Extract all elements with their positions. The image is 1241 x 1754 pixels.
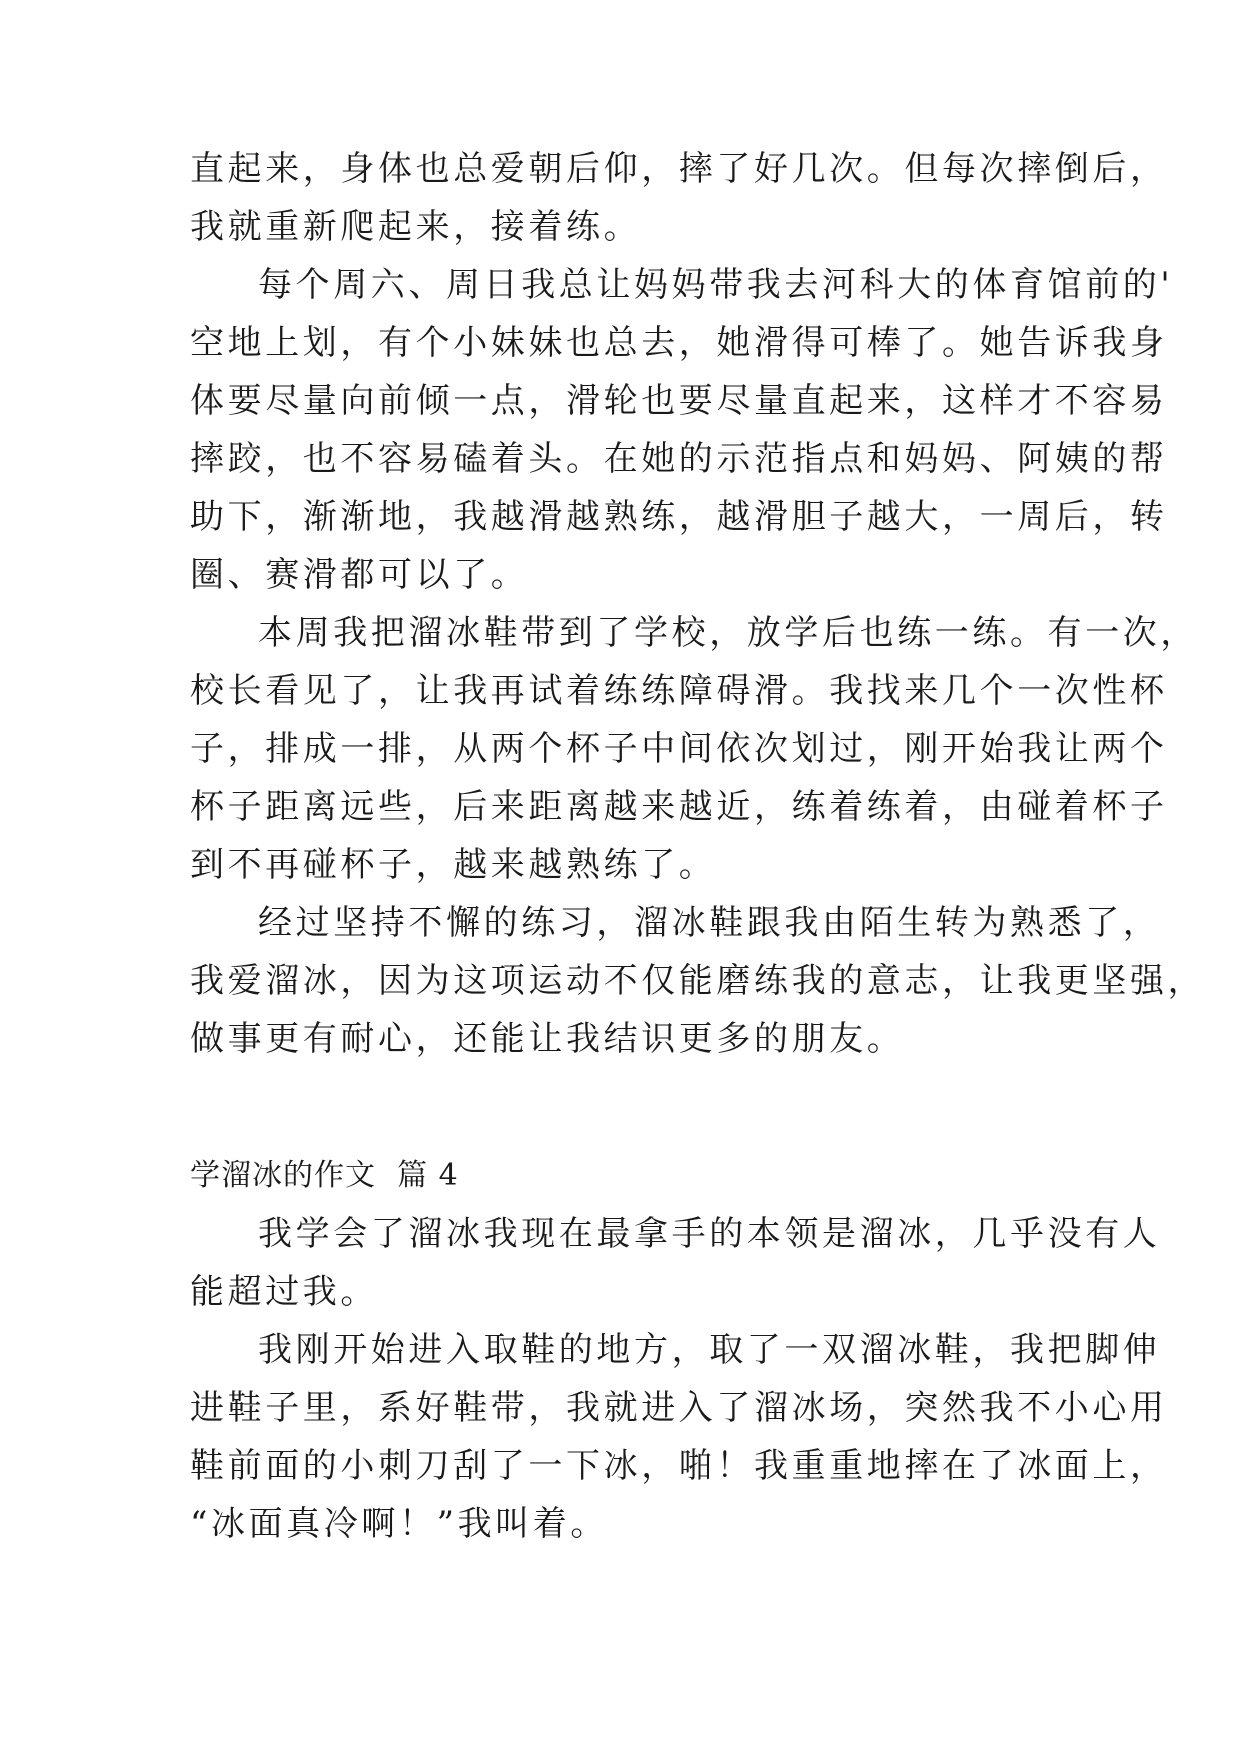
text-line: 子，排成一排，从两个杯子中间依次划过，刚开始我让两个 <box>190 729 1168 769</box>
text-line: 鞋前面的小刺刀刮了一下冰，啪！我重重地摔在了冰面上， <box>190 1446 1168 1486</box>
text-line: 经过坚持不懈的练习，溜冰鞋跟我由陌生转为熟悉了， <box>258 903 1161 943</box>
text-line: 进鞋子里，系好鞋带，我就进入了溜冰场，突然我不小心用 <box>190 1388 1168 1428</box>
paragraph-continued <box>190 140 1168 256</box>
text-line: 空地上划，有个小妹妹也总去，她滑得可棒了。她告诉我身 <box>190 323 1168 363</box>
text-line: “冰面真冷啊！”我叫着。 <box>190 1504 608 1544</box>
text-line: 我就重新爬起来，接着练。 <box>190 207 642 247</box>
text-line: 直起来，身体也总爱朝后仰，摔了好几次。但每次摔倒后， <box>190 149 1168 189</box>
paragraph-section4-rink <box>190 1321 1168 1553</box>
paragraph-weekend-practice <box>190 256 1174 604</box>
text-line: 到不再碰杯子，越来越熟练了。 <box>190 845 717 885</box>
paragraph-school-practice <box>190 604 1198 894</box>
text-line: 我爱溜冰，因为这项运动不仅能磨练我的意志，让我更坚强， <box>190 961 1206 1001</box>
text-line: 杯子距离远些，后来距离越来越近，练着练着，由碰着杯子 <box>190 787 1168 827</box>
text-line: 本周我把溜冰鞋带到了学校，放学后也练一练。有一次， <box>258 613 1198 653</box>
text-line: 能超过我。 <box>190 1272 378 1312</box>
paragraph-section4-intro <box>190 1205 1161 1321</box>
section-heading: 学溜冰的作文 篇 4 <box>190 1158 459 1193</box>
paragraph-conclusion <box>190 894 1206 1068</box>
text-line: 体要尽量向前倾一点，滑轮也要尽量直起来，这样才不容易 <box>190 381 1168 421</box>
text-line: 我学会了溜冰我现在最拿手的本领是溜冰，几乎没有人 <box>258 1214 1161 1254</box>
text-line: 校长看见了，让我再试着练练障碍滑。我找来几个一次性杯 <box>190 671 1168 711</box>
text-line: 圈、赛滑都可以了。 <box>190 555 529 595</box>
text-line: 助下，渐渐地，我越滑越熟练，越滑胆子越大，一周后，转 <box>190 497 1168 537</box>
text-line: 我刚开始进入取鞋的地方，取了一双溜冰鞋，我把脚伸 <box>258 1330 1161 1370</box>
text-line: 摔跤，也不容易磕着头。在她的示范指点和妈妈、阿姨的帮 <box>190 439 1168 479</box>
text-line: 每个周六、周日我总让妈妈带我去河科大的体育馆前的' <box>258 265 1174 305</box>
text-line: 做事更有耐心，还能让我结识更多的朋友。 <box>190 1019 905 1059</box>
